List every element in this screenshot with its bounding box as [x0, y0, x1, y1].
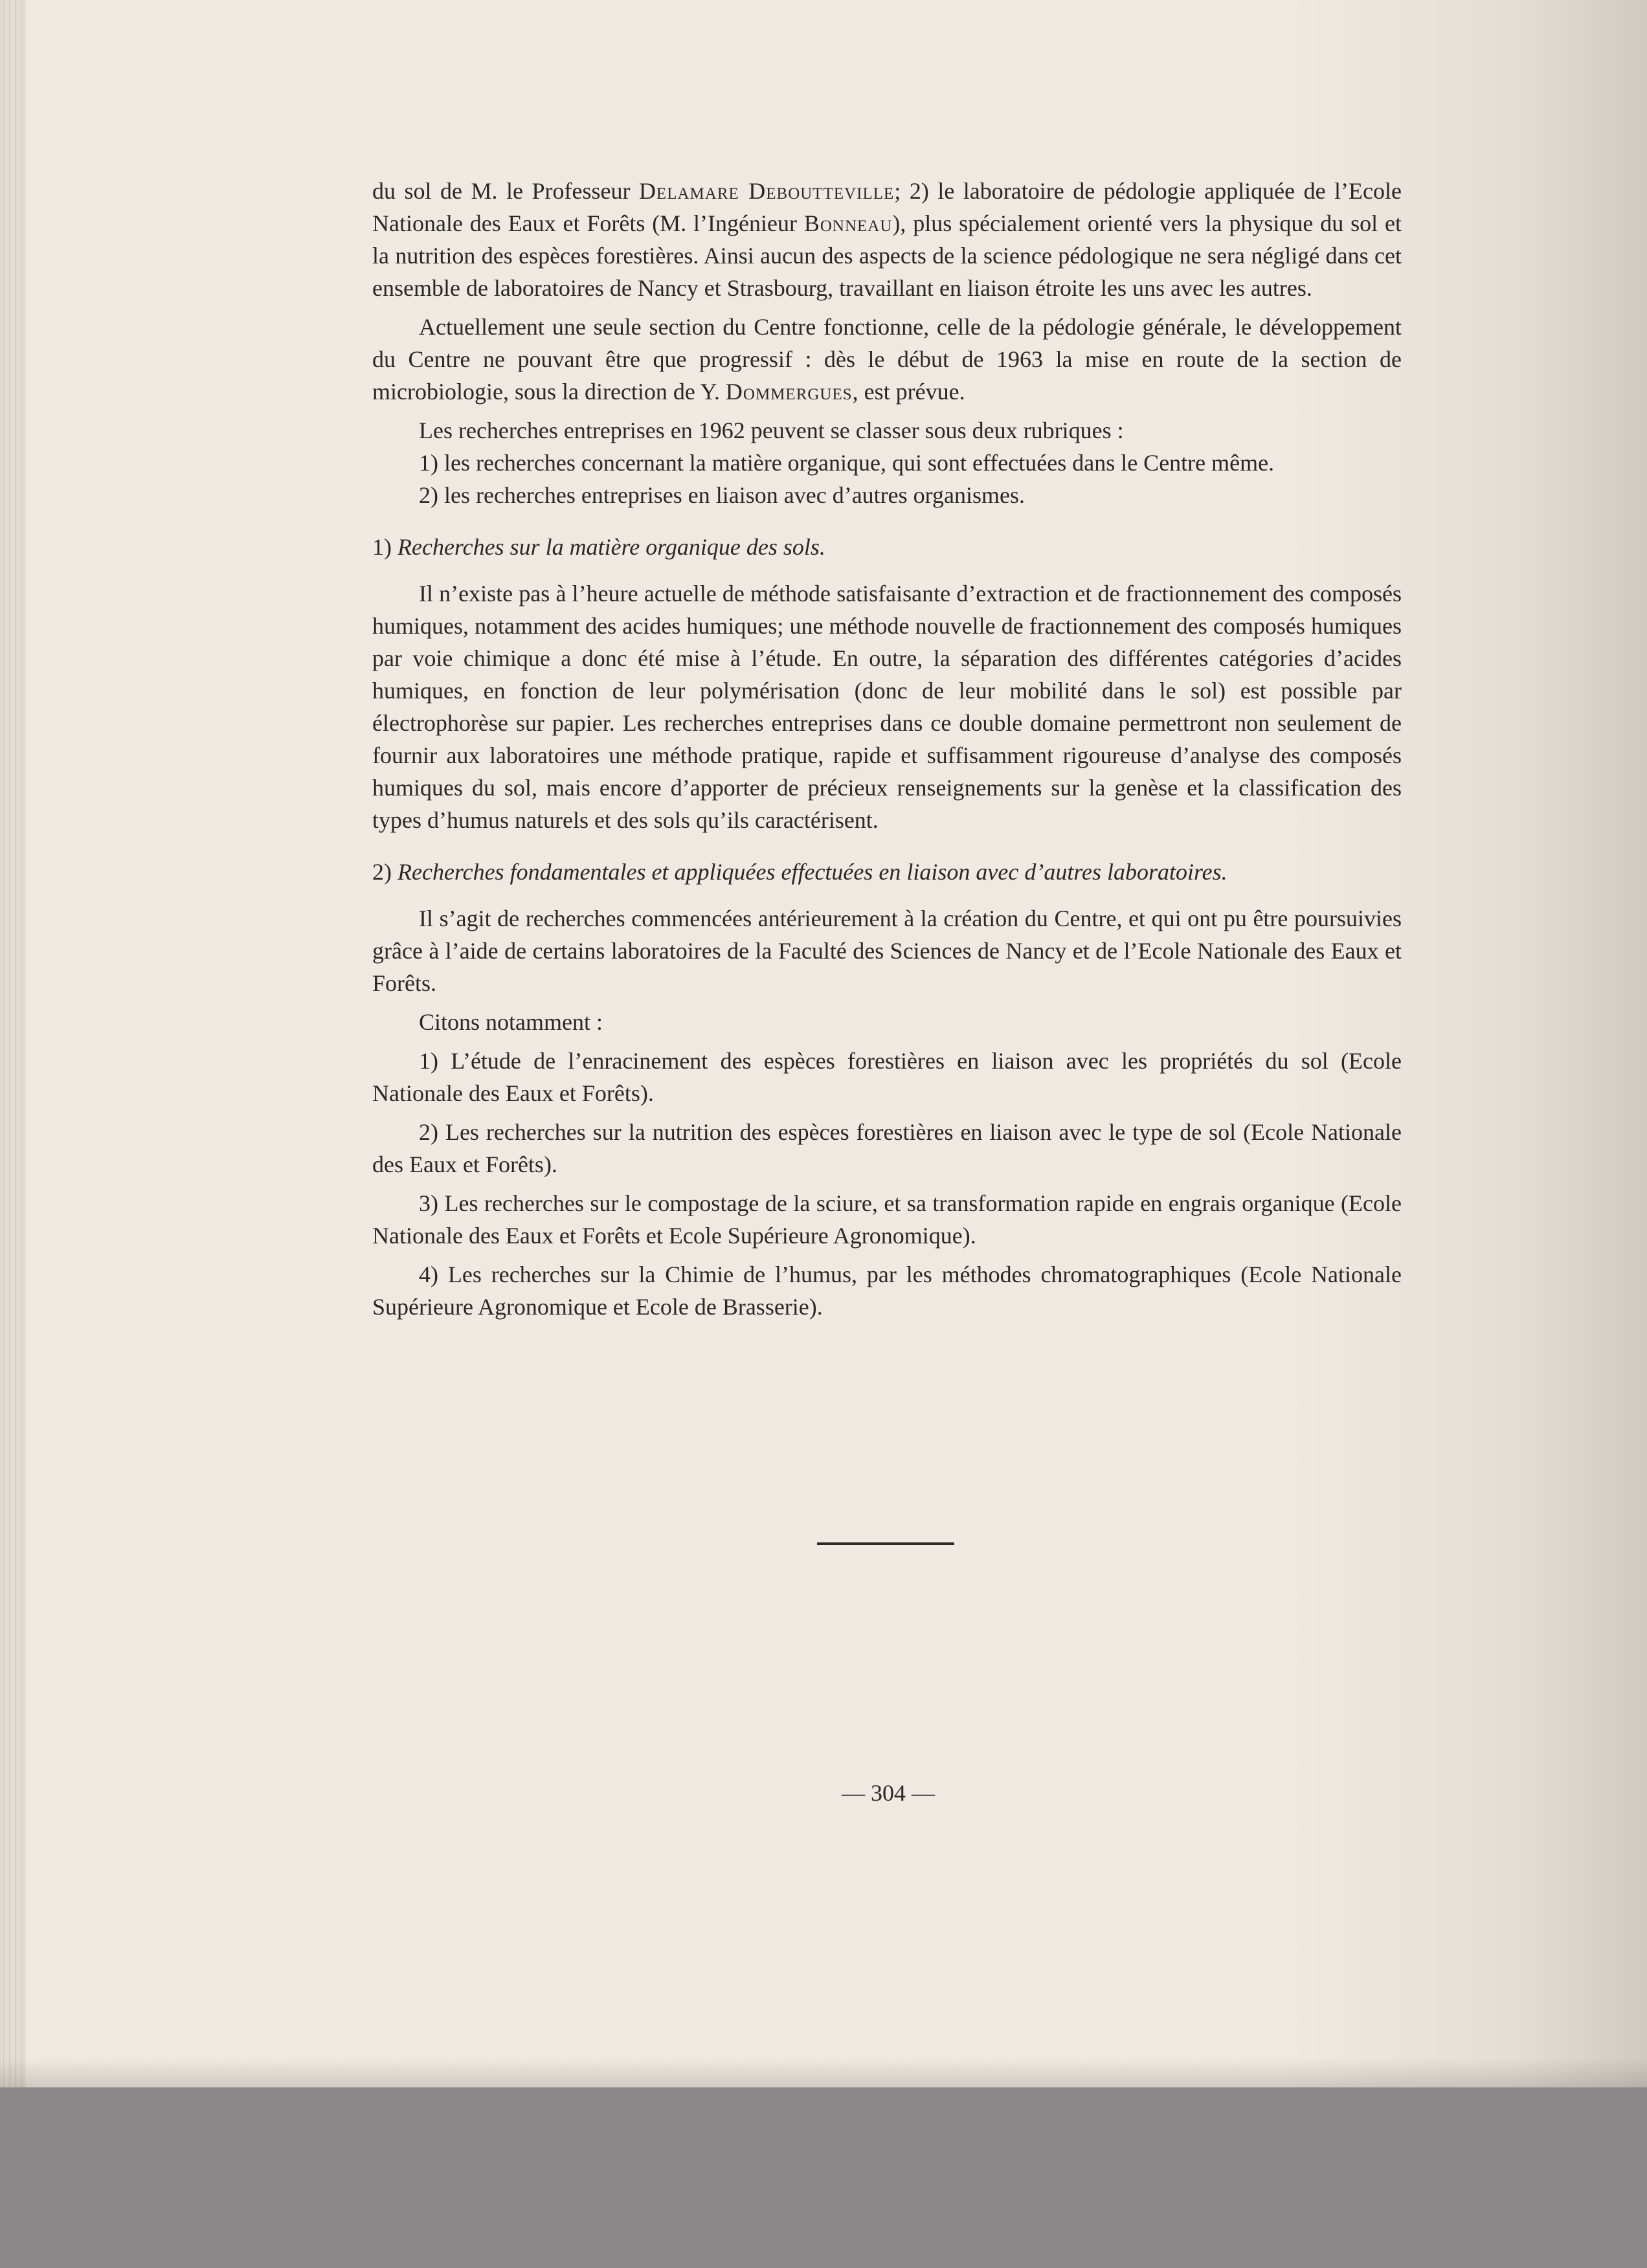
paragraph-current-section-text-2: , est prévue. [852, 379, 965, 405]
paragraph-citons: Citons notamment : [419, 1009, 603, 1035]
person-name-delamare: Delamare Deboutteville [638, 178, 895, 204]
person-name-bonneau: Bonneau [803, 210, 893, 236]
paragraph-organic-matter: Il n’existe pas à l’heure actuelle de méthode satisfaisante d’extraction et de fractionnement des composés humiques, notamment des acides humiques; une méthode nouvelle de fractionnement des composés humiques par voie chimique a donc été mise à l’étude. En outre, la séparation des différentes catégories d’acides humiques, en fonction de leur polymérisation (donc de leur mobilité dans le sol) est possible par électrophorèse sur papier. Les recherches entreprises dans ce double domaine permettront non seulement de fournir aux laboratoires une méthode pratique, rapide et suffisamment rigoureuse d’analyse des composés humiques du sol, mais encore d’apporter de précieux renseignements sur la genèse et la classification des types d’humus naturels et des sols qu’ils caractérisent. [372, 581, 1402, 833]
page-stack-edge [0, 0, 26, 2087]
paragraph-category-2: 2) les recherches entreprises en liaison avec d’autres organismes. [419, 482, 1025, 508]
section-heading-2 [372, 856, 1402, 888]
paragraph-current-section-text-1: Actuellement une seule section du Centre fonctionne, celle de la pédologie générale, le développement du Centre ne pouvant être que progressif : dès le début de 1963 la mise en route de la section de microbiologie, sous la direction de Y. [372, 314, 1402, 405]
body-text [372, 175, 1402, 1329]
list-item: 2) Les recherches sur la nutrition des espèces forestières en liaison avec le type de sol (Ecole Nationale des Eaux et Forêts). [372, 1119, 1402, 1177]
paragraph-category-1: 1) les recherches concernant la matière organique, qui sont effectuées dans le Centre même. [419, 450, 1275, 476]
paragraph-laboratories [372, 175, 1402, 304]
section-heading-1-number: 1) [372, 534, 398, 560]
page-number: — 304 — [842, 1780, 935, 1806]
paragraph-laboratories-text-2: ; 2) le laboratoire de pédologie appliquée de l’Ecole Nationale des Eaux et Forêts (M. l’Ingénieur [372, 178, 1402, 236]
section-heading-2-number: 2) [372, 859, 398, 885]
list-item: 1) L’étude de l’enracinement des espèces forestières en liaison avec les propriétés du sol (Ecole Nationale des Eaux et Forêts). [372, 1048, 1402, 1106]
paragraph-laboratories-text-3: ), plus spécialement orienté vers la physique du sol et la nutrition des espèces forestières. Ainsi aucun des aspects de la science pédologique ne sera négligé dans cet ensemble de laboratoires de Nancy et Strasbourg, travaillant en liaison étroite les uns avec les autres. [372, 210, 1402, 301]
paragraph-current-section [372, 311, 1402, 408]
section-divider [817, 1542, 954, 1545]
section-heading-2-title: Recherches fondamentales et appliquées effectuées en liaison avec d’autres laboratoires. [398, 859, 1227, 885]
paragraph-research-categories: Les recherches entreprises en 1962 peuvent se classer sous deux rubriques : [419, 417, 1124, 443]
list-item: 4) Les recherches sur la Chimie de l’humus, par les méthodes chromatographiques (Ecole Nationale Supérieure Agronomique et Ecole de Brasserie). [372, 1262, 1402, 1320]
person-name-dommergues: Dommergues [725, 379, 853, 405]
page-bottom-shadow [0, 2058, 1647, 2087]
section-heading-1-title: Recherches sur la matière organique des sols. [398, 534, 825, 560]
paragraph-laboratories-text-1: du sol de M. le Professeur [372, 178, 639, 204]
list-item: 3) Les recherches sur le compostage de la sciure, et sa transformation rapide en engrais organique (Ecole Nationale des Eaux et Forêts et Ecole Supérieure Agronomique). [372, 1190, 1402, 1249]
paragraph-prior-research: Il s’agit de recherches commencées antérieurement à la création du Centre, et qui ont pu être poursuivies grâce à l’aide de certains laboratoires de la Faculté des Sciences de Nancy et de l’Ecole Nationale des Eaux et Forêts. [372, 906, 1402, 996]
section-heading-1 [372, 531, 1402, 563]
